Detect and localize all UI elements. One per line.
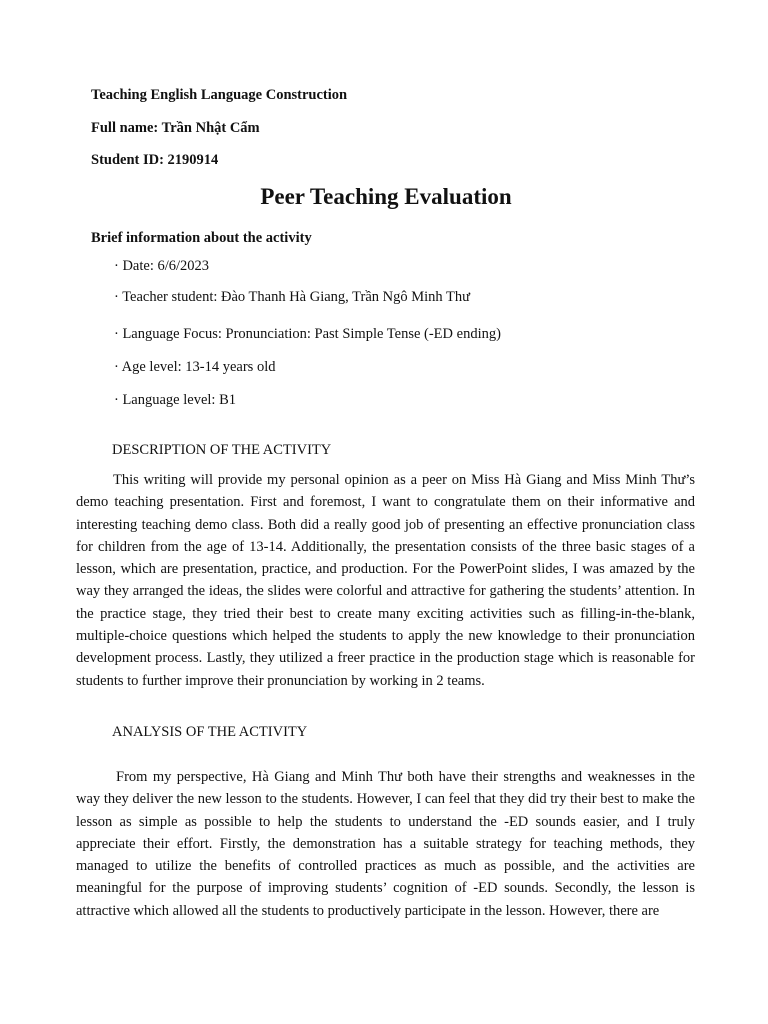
- info-item-date: · Date: 6/6/2023: [114, 258, 210, 274]
- page-title: Peer Teaching Evaluation: [260, 184, 512, 209]
- full-name: Full name: Trần Nhật Cẩm: [91, 120, 260, 136]
- info-item-age-level: · Age level: 13-14 years old: [114, 359, 276, 375]
- brief-info-heading: Brief information about the activity: [91, 230, 312, 246]
- description-paragraph: This writing will provide my personal opinion as a peer on Miss Hà Giang and Miss Minh Thư’s demo teaching presentation. First and foremost, I want to congratulate them on their informative and interesting teaching demo class. Both did a really good job of presenting an effective pronunciation class for children from the age of 13-14. Additionally, the presentation consists of the three basic stages of a lesson, which are presentation, practice, and production. For the PowerPoint slides, I was amazed by the way they arranged the ideas, the slides were colorful and attractive for gathering the students’ attention. In the practice stage, they tried their best to create many exciting activities such as filling-in-the-blank, multiple-choice questions which helped the students to apply the new knowledge to their pronunciation development process. Lastly, they utilized a freer practice in the production stage which is reasonable for students to further improve their pronunciation by working in 2 teams.: [76, 472, 695, 689]
- student-id: Student ID: 2190914: [91, 152, 219, 168]
- info-item-teacher-student: · Teacher student: Đào Thanh Hà Giang, Trần Ngô Minh Thư: [114, 289, 471, 305]
- analysis-paragraph: From my perspective, Hà Giang and Minh Thư both have their strengths and weaknesses in the way they deliver the new lesson to the students. However, I can feel that they did try their best to make the lesson as simple as possible to help the students to understand the -ED sounds easier, and I truly appreciate their effort. Firstly, the demonstration has a suitable strategy for teaching methods, they managed to utilize the benefits of controlled practices as much as possible, and the activities are meaningful for the purpose of improving students’ cognition of -ED sounds. Secondly, the lesson is attractive which allowed all the students to productively participate in the lesson. However, there are: [76, 769, 695, 919]
- info-item-language-focus: · Language Focus: Pronunciation: Past Simple Tense (-ED ending): [114, 326, 501, 342]
- course-title: Teaching English Language Construction: [91, 87, 348, 103]
- analysis-heading: ANALYSIS OF THE ACTIVITY: [112, 724, 308, 740]
- description-heading: DESCRIPTION OF THE ACTIVITY: [112, 442, 332, 458]
- info-item-language-level: · Language level: B1: [114, 392, 236, 408]
